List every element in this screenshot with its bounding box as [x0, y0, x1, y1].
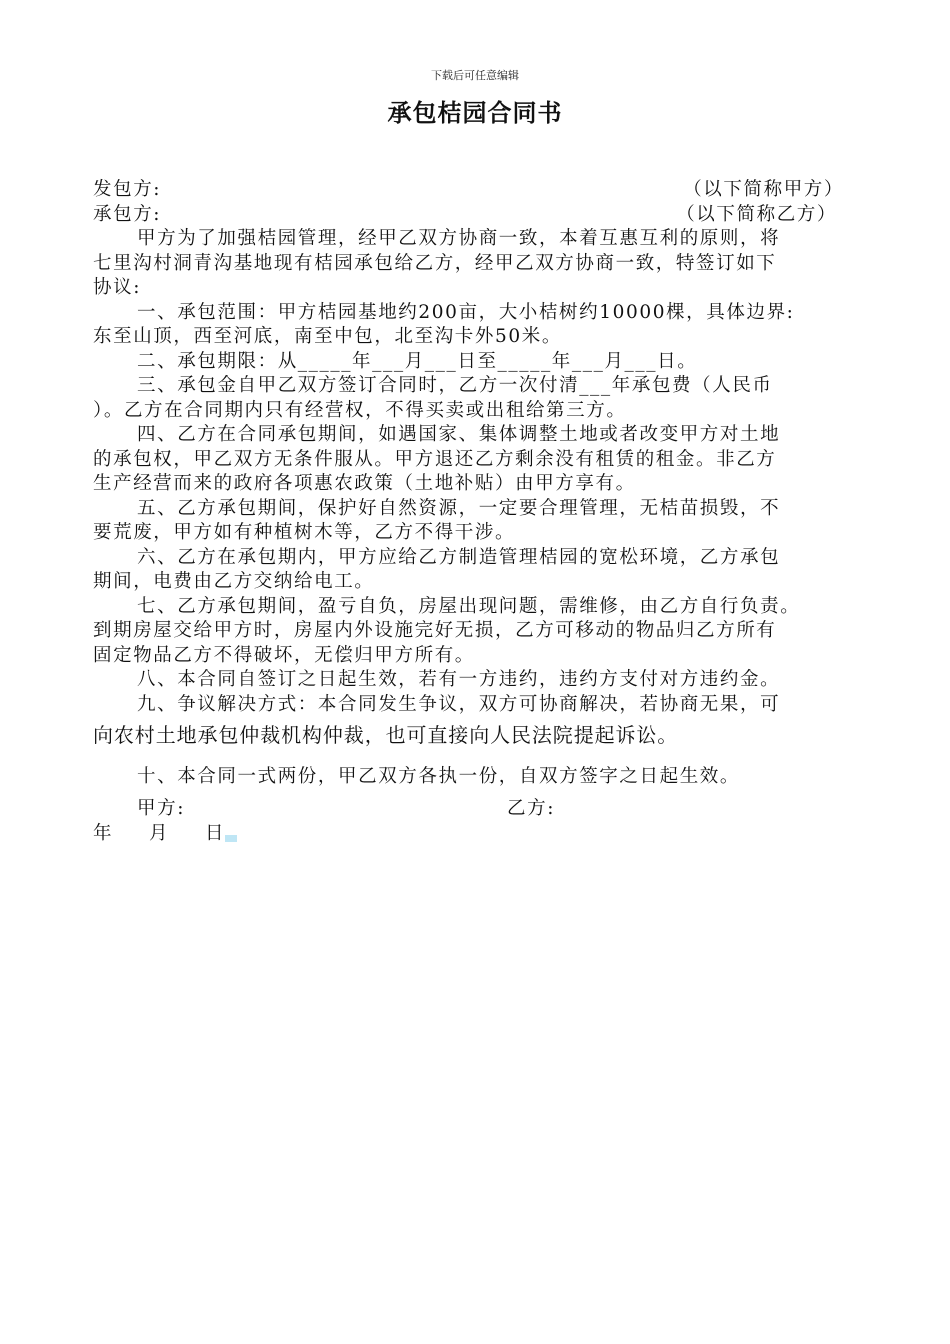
clause-8-line: 八、本合同自签订之日起生效，若有一方违约，违约方支付对方违约金。 — [137, 669, 781, 690]
clause-3-line: ）。乙方在合同期内只有经营权，不得买卖或出租给第三方。 — [93, 399, 627, 421]
preamble-line: 七里沟村洞青沟基地现有桔园承包给乙方，经甲乙双方协商一致，特签订如下 — [93, 252, 777, 274]
text-cursor-highlight — [225, 835, 237, 842]
clause-9-line: 向农村土地承包仲裁机构仲裁，也可直接向人民法院提起诉讼。 — [93, 723, 679, 747]
contractor-line — [93, 203, 868, 228]
clause-7-line: 到期房屋交给甲方时，房屋内外设施完好无损，乙方可移动的物品归乙方所有 — [93, 620, 777, 641]
clause-3-line: 三、承包金自甲乙双方签订合同时，乙方一次付清___年承包费（人民币 — [137, 375, 773, 396]
contractor-label: 承包方: — [93, 203, 162, 225]
employer-label: 发包方: — [93, 179, 162, 200]
clause-9-line: 九、争议解决方式：本合同发生争议，双方可协商解决，若协商无果，可 — [137, 693, 781, 715]
clause-7-line: 七、乙方承包期间，盈亏自负，房屋出现问题，需维修，由乙方自行负责。 — [137, 595, 801, 617]
header-note: 下载后可任意编辑 — [431, 69, 519, 82]
contractor-note: （以下简称乙方） — [676, 203, 837, 225]
employer-line — [93, 178, 868, 203]
party-a-signature-label: 甲方: — [137, 798, 186, 819]
clause-2-line: 二、承包期限：从_____年___月___日至_____年___月___日。 — [137, 350, 698, 372]
contract-body — [93, 178, 868, 790]
clause-1-line: 一、承包范围：甲方桔园基地约200亩，大小桔树约10000棵，具体边界: — [137, 301, 795, 323]
clause-7-line: 固定物品乙方不得破坏，无偿归甲方所有。 — [93, 644, 475, 666]
clause-6-line: 期间，电费由乙方交纳给电工。 — [93, 571, 375, 592]
clause-10-line: 十、本合同一式两份，甲乙双方各执一份，自双方签字之日起生效。 — [137, 766, 741, 787]
signature-row — [93, 797, 868, 822]
clause-4-line: 的承包权，甲乙双方无条件服从。甲方退还乙方剩余没有租赁的租金。非乙方 — [93, 448, 777, 470]
preamble-line: 协议: — [93, 277, 142, 298]
preamble-line: 甲方为了加强桔园管理，经甲乙双方协商一致，本着互惠互利的原则，将 — [137, 228, 781, 249]
date-day-label: 日 — [205, 822, 226, 844]
party-b-signature-label: 乙方: — [507, 798, 556, 819]
employer-note: （以下简称甲方） — [683, 179, 844, 200]
clause-6-line: 六、乙方在承包期内，甲方应给乙方制造管理桔园的宽松环境，乙方承包 — [137, 546, 781, 568]
document-title: 承包桔园合同书 — [387, 99, 563, 127]
clause-4-line: 四、乙方在合同承包期间，如遇国家、集体调整土地或者改变甲方对土地 — [137, 424, 781, 445]
clause-1-line: 东至山顶，西至河底，南至中包，北至沟卡外50米。 — [93, 326, 562, 347]
date-year-label: 年 — [93, 822, 114, 844]
clause-5-line: 要荒废，甲方如有种植树木等，乙方不得干涉。 — [93, 522, 516, 543]
clause-5-line: 五、乙方承包期间，保护好自然资源，一定要合理管理，无桔苗损毁，不 — [137, 497, 781, 519]
date-month-label: 月 — [149, 822, 170, 844]
signature-block — [93, 797, 868, 846]
clause-4-line: 生产经营而来的政府各项惠农政策（土地补贴）由甲方享有。 — [93, 473, 636, 494]
signature-date-row — [93, 822, 868, 847]
